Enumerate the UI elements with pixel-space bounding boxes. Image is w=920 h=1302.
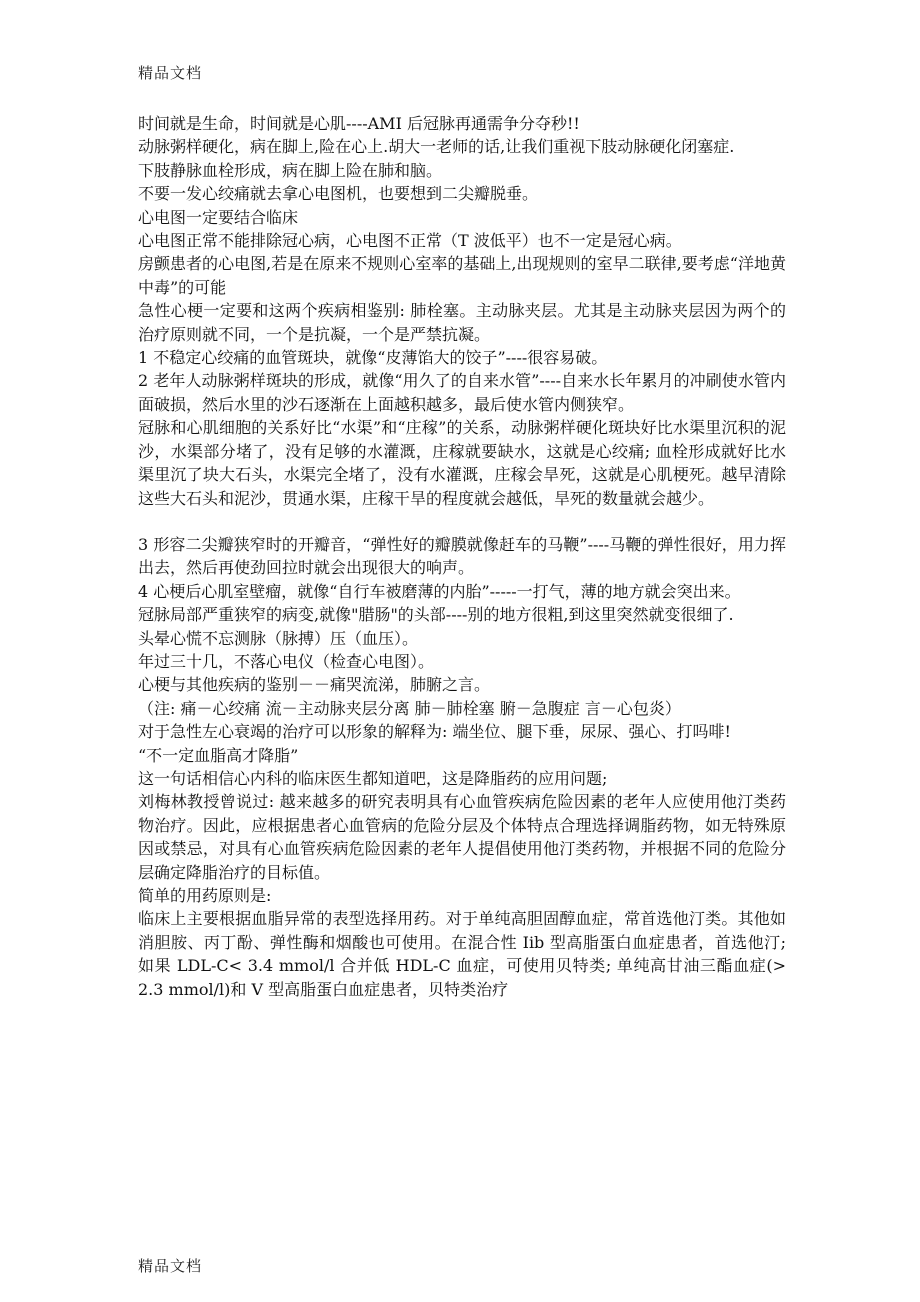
document-body xyxy=(138,112,786,1001)
paragraph: 1 不稳定心绞痛的血管斑块，就像“皮薄馅大的饺子”----很容易破。 xyxy=(138,348,608,368)
paragraph: （注: 痛－心绞痛 流－主动脉夹层分离 肺－肺栓塞 腑－急腹症 言－心包炎） xyxy=(138,698,681,718)
paragraph: 动脉粥样硬化，病在脚上,险在心上.胡大一老师的话,让我们重视下肢动脉硬化闭塞症. xyxy=(138,137,735,157)
paragraph: 冠脉和心肌细胞的关系好比“水渠”和“庄稼”的关系，动脉粥样硬化斑块好比水渠里沉积的泥沙，水渠部分堵了，没有足够的水灌溉，庄稼就要缺水，这就是心绞痛; 血栓形成就好比水渠里沉了块大石头，水渠完全堵了，没有水灌溉，庄稼会旱死，这就是心肌梗死。越早清除这些大石头和泥沙，贯通水渠，庄稼干旱的程度就会越低，旱死的数量就会越少。 xyxy=(138,418,786,508)
paragraph: 简单的用药原则是: xyxy=(138,886,272,905)
paragraph: 年过三十几，不落心电仪（检查心电图）。 xyxy=(138,651,435,671)
paragraph: 2 老年人动脉粥样斑块的形成，就像“用久了的自来水管”----自来水长年累月的冲刷使水管内面破损，然后水里的沙石逐渐在上面越积越多，最后使水管内侧狭窄。 xyxy=(138,371,786,414)
paragraph: 这一句话相信心内科的临床医生都知道吧，这是降脂药的应用问题; xyxy=(138,768,608,788)
paragraph: 4 心梗后心肌室壁瘤，就像“自行车被磨薄的内胎”-----一打气，薄的地方就会突出来。 xyxy=(138,581,741,601)
paragraph: 心电图一定要结合临床 xyxy=(138,207,299,227)
paragraph: 房颤患者的心电图,若是在原来不规则心室率的基础上,出现规则的室早二联律,要考虑“洋地黄中毒”的可能 xyxy=(138,254,786,297)
paragraph: “不一定血脂高才降脂” xyxy=(138,745,299,765)
paragraph: 下肢静脉血栓形成，病在脚上险在肺和脑。 xyxy=(138,160,443,180)
paragraph: 刘梅林教授曾说过: 越来越多的研究表明具有心血管疾病危险因素的老年人应使用他汀类药物治疗。因此，应根据患者心血管病的危险分层及个体特点合理选择调脂药物，如无特殊原因或禁忌，对具有心血管疾病危险因素的老年人提倡使用他汀类药物，并根据不同的危险分层确定降脂治疗的目标值。 xyxy=(138,792,786,882)
paragraph: 急性心梗一定要和这两个疾病相鉴别: 肺栓塞。主动脉夹层。尤其是主动脉夹层因为两个的治疗原则就不同，一个是抗凝，一个是严禁抗凝。 xyxy=(138,301,786,344)
paragraph: 心梗与其他疾病的鉴别－－痛哭流涕，肺腑之言。 xyxy=(138,675,491,695)
page-footer: 精品文档 xyxy=(138,1257,203,1275)
paragraph: 3 形容二尖瓣狭窄时的开瓣音，“弹性好的瓣膜就像赶车的马鞭”----马鞭的弹性很好，用力挥出去，然后再使劲回拉时就会出现很大的响声。 xyxy=(138,534,786,578)
paragraph: 头晕心慌不忘测脉（脉搏）压（血压）。 xyxy=(138,628,419,648)
paragraph: 心电图正常不能排除冠心病，心电图不正常（T 波低平）也不一定是冠心病。 xyxy=(138,231,682,251)
page-header: 精品文档 xyxy=(138,64,203,82)
paragraph: 临床上主要根据血脂异常的表型选择用药。对于单纯高胆固醇血症，常首选他汀类。其他如消胆胺、丙丁酚、弹性酶和烟酸也可使用。在混合性 Iib 型高脂蛋白血症患者，首选他汀; 如果 LDL-C< 3.4 mmol/l 合并低 HDL-C 血症，可使用贝特类; 单纯高甘油三酯血症(> 2.3 mmol/l)和 V 型高脂蛋白血症患者，贝特类治疗 xyxy=(138,909,786,999)
paragraph: 时间就是生命，时间就是心肌----AMI 后冠脉再通需争分夺秒!! xyxy=(138,114,580,133)
paragraph: 对于急性左心衰竭的治疗可以形象的解释为: 端坐位、腿下垂，尿尿、强心、打吗啡! xyxy=(138,722,731,742)
paragraph: 不要一发心绞痛就去拿心电图机，也要想到二尖瓣脱垂。 xyxy=(138,184,539,204)
paragraph: 冠脉局部严重狭窄的病变,就像"腊肠"的头部----别的地方很粗,到这里突然就变很细了. xyxy=(138,605,734,625)
